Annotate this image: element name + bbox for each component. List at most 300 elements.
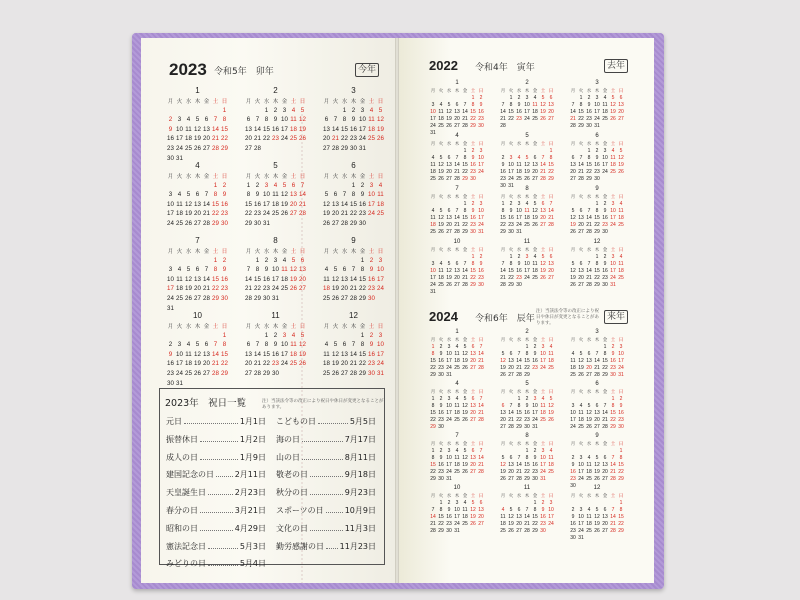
- week-row: [569, 500, 625, 506]
- day-cell: 21: [508, 417, 514, 423]
- day-cell: 9: [471, 208, 475, 214]
- day-cell: 8: [549, 155, 553, 161]
- day-cell: 23: [167, 145, 174, 152]
- weekday-label: 木: [594, 194, 600, 199]
- day-cell: 15: [594, 268, 600, 274]
- holiday-list-box: [159, 388, 385, 569]
- day-cell: 26: [540, 116, 546, 122]
- day-cell: 4: [439, 102, 443, 108]
- day-cell: 9: [360, 191, 365, 199]
- day-cell: [193, 332, 202, 339]
- day-cell: 12: [508, 514, 514, 520]
- day-cell: 15: [602, 358, 608, 364]
- day-cell: 17: [377, 275, 384, 283]
- week-row: [499, 462, 555, 468]
- week-row: [499, 507, 555, 513]
- day-cell: 25: [500, 528, 506, 534]
- week-row: [166, 295, 229, 302]
- day-cell: 28: [570, 123, 576, 129]
- day-cell: 3: [541, 344, 545, 350]
- weekday-label: 火: [438, 88, 444, 93]
- day-cell: 9: [603, 208, 607, 214]
- day-cell: 11: [454, 455, 460, 461]
- day-cell: 28: [462, 282, 468, 288]
- day-cell: 8: [579, 102, 583, 108]
- dotted-leader: [310, 524, 343, 531]
- day-cell: 2: [351, 106, 356, 114]
- holiday-date: 10月9日: [344, 506, 376, 515]
- week-row: [244, 210, 307, 217]
- day-cell: 5: [439, 155, 443, 161]
- day-cell: 19: [446, 275, 452, 281]
- weekday-label: 日: [299, 324, 306, 330]
- weekday-label: 木: [194, 324, 201, 330]
- day-cell: 30: [516, 282, 522, 288]
- day-cell: [601, 123, 609, 129]
- day-cell: 20: [586, 365, 592, 371]
- day-cell: 14: [350, 275, 357, 283]
- day-cell: 27: [470, 417, 476, 423]
- day-cell: 16: [516, 268, 522, 274]
- day-cell: [477, 289, 485, 295]
- day-cell: 15: [341, 125, 348, 133]
- day-cell: 8: [509, 102, 513, 108]
- day-cell: 20: [594, 417, 600, 423]
- weekday-label: 土: [610, 337, 616, 342]
- day-cell: 18: [430, 222, 436, 228]
- day-cell: 23: [618, 417, 624, 423]
- weekday-label: 日: [478, 194, 484, 199]
- day-cell: [547, 282, 555, 288]
- day-cell: 13: [578, 268, 584, 274]
- day-cell: 2: [571, 455, 575, 461]
- day-cell: [539, 229, 547, 235]
- weekday-label: 月: [500, 337, 506, 342]
- week-row: [166, 220, 229, 227]
- day-cell: [298, 145, 307, 152]
- weekday-label: 木: [272, 324, 279, 330]
- day-cell: 14: [254, 350, 261, 358]
- day-cell: 10: [508, 162, 514, 168]
- day-cell: 5: [549, 396, 553, 402]
- week-row: [244, 285, 307, 292]
- week-row: [429, 254, 485, 260]
- day-cell: 8: [213, 191, 218, 199]
- day-cell: 15: [508, 109, 514, 115]
- day-cell: 18: [618, 268, 624, 274]
- week-row: [166, 285, 229, 292]
- weekday-header: [499, 141, 555, 147]
- holiday-date: 9月23日: [344, 488, 376, 498]
- weekday-label: 木: [524, 247, 530, 252]
- day-cell: 12: [299, 341, 306, 349]
- day-cell: [601, 500, 609, 506]
- day-cell: [477, 372, 485, 378]
- weekday-label: 金: [532, 247, 538, 252]
- dotted-leader: [302, 453, 343, 460]
- day-cell: 21: [332, 135, 339, 143]
- day-cell: 10: [446, 455, 452, 461]
- day-cell: 3: [455, 500, 459, 506]
- day-cell: [331, 182, 340, 189]
- day-cell: [367, 145, 376, 152]
- day-cell: 28: [454, 229, 460, 235]
- day-cell: 23: [470, 169, 476, 175]
- month-number: 12: [593, 485, 601, 491]
- day-cell: 13: [446, 215, 452, 221]
- weekday-header: [244, 322, 307, 330]
- dotted-leader: [200, 524, 233, 531]
- day-cell: 15: [212, 200, 219, 208]
- day-cell: [437, 289, 445, 295]
- day-cell: 22: [359, 360, 366, 368]
- day-cell: 20: [341, 360, 348, 368]
- holiday-list-title: 2023年 祝日一覧: [165, 398, 247, 409]
- day-cell: 20: [470, 410, 476, 416]
- day-cell: 8: [619, 507, 623, 513]
- weekday-label: 火: [254, 249, 261, 255]
- weekday-label: 金: [602, 441, 608, 446]
- day-cell: [280, 370, 289, 377]
- day-cell: [523, 148, 531, 154]
- holiday-item: [276, 453, 376, 463]
- week-row: [166, 116, 229, 123]
- day-cell: 14: [478, 403, 484, 409]
- day-cell: 1: [501, 201, 505, 207]
- day-cell: 10: [377, 341, 384, 349]
- day-cell: 3: [619, 344, 623, 350]
- day-cell: 28: [540, 176, 546, 182]
- day-cell: 10: [167, 200, 174, 208]
- day-cell: 13: [578, 215, 584, 221]
- day-cell: [202, 332, 211, 339]
- day-cell: 23: [272, 360, 279, 368]
- day-cell: 3: [517, 201, 521, 207]
- weekday-label: 金: [602, 194, 608, 199]
- day-cell: 26: [194, 145, 201, 152]
- day-cell: 17: [359, 125, 366, 133]
- day-cell: 5: [463, 396, 467, 402]
- day-cell: 19: [185, 285, 192, 293]
- weekday-label: 水: [446, 88, 452, 93]
- weekday-label: 日: [618, 441, 624, 446]
- day-cell: 5: [571, 261, 575, 267]
- day-cell: 15: [430, 462, 436, 468]
- day-cell: 15: [470, 268, 476, 274]
- day-cell: 10: [548, 507, 554, 513]
- day-cell: 16: [221, 200, 228, 208]
- day-cell: 21: [570, 116, 576, 122]
- day-cell: 5: [571, 208, 575, 214]
- dotted-leader: [208, 559, 238, 566]
- day-cell: 17: [594, 109, 600, 115]
- weekday-label: 水: [516, 247, 522, 252]
- day-cell: 7: [455, 208, 459, 214]
- day-cell: 19: [578, 365, 584, 371]
- day-cell: 14: [254, 125, 261, 133]
- week-row: [322, 210, 385, 217]
- day-cell: 30: [540, 528, 546, 534]
- day-cell: 11: [532, 102, 538, 108]
- day-cell: 25: [430, 176, 436, 182]
- weekday-header: [429, 493, 485, 499]
- day-cell: [298, 295, 307, 302]
- day-cell: 31: [263, 220, 270, 227]
- day-cell: 14: [578, 162, 584, 168]
- day-cell: 1: [471, 95, 475, 101]
- day-cell: 31: [176, 154, 183, 162]
- day-cell: 19: [323, 210, 330, 218]
- weekday-label: 日: [377, 174, 384, 180]
- day-cell: 22: [516, 417, 522, 423]
- day-cell: 25: [185, 370, 192, 377]
- day-cell: 23: [516, 275, 522, 281]
- week-row: [429, 528, 485, 534]
- weekday-label: 木: [350, 174, 357, 180]
- weekday-label: 土: [470, 88, 476, 93]
- day-cell: [193, 182, 202, 189]
- day-cell: [175, 182, 184, 189]
- day-cell: 13: [454, 109, 460, 115]
- day-cell: 1: [463, 148, 467, 154]
- day-cell: 13: [454, 268, 460, 274]
- day-cell: 27: [532, 176, 538, 182]
- weekday-header: [166, 322, 229, 330]
- day-cell: 1: [517, 396, 521, 402]
- month-number: 2: [525, 329, 529, 335]
- day-cell: 25: [430, 229, 436, 235]
- weekday-label: 土: [610, 141, 616, 146]
- day-cell: [515, 344, 523, 350]
- weekday-label: 日: [618, 194, 624, 199]
- day-cell: [531, 372, 539, 378]
- day-cell: 18: [454, 358, 460, 364]
- day-cell: 6: [603, 455, 607, 461]
- weekday-header: [429, 441, 485, 447]
- day-cell: 12: [438, 215, 444, 221]
- week-row: [429, 282, 485, 288]
- day-cell: 26: [594, 476, 600, 482]
- weekday-label: 金: [532, 389, 538, 394]
- week-row: [499, 169, 555, 175]
- weekday-label: 金: [462, 247, 468, 252]
- day-cell: 25: [454, 469, 460, 475]
- weekday-label: 日: [548, 441, 554, 446]
- day-cell: 24: [578, 476, 584, 482]
- week-row: [322, 285, 385, 292]
- weekday-label: 月: [245, 99, 252, 105]
- day-cell: 6: [204, 341, 209, 349]
- day-cell: 9: [273, 341, 278, 349]
- weekday-label: 日: [377, 99, 384, 105]
- day-cell: 31: [516, 229, 522, 235]
- day-cell: 18: [368, 125, 375, 133]
- day-cell: 18: [323, 360, 330, 368]
- day-cell: 3: [378, 331, 383, 339]
- week-row: [499, 123, 555, 129]
- week-row: [429, 424, 485, 430]
- day-cell: 12: [500, 358, 506, 364]
- day-cell: 10: [610, 261, 616, 267]
- week-row: [166, 341, 229, 348]
- day-cell: 16: [438, 410, 444, 416]
- day-cell: 30: [438, 372, 444, 378]
- day-cell: 26: [462, 469, 468, 475]
- day-cell: 20: [578, 275, 584, 281]
- day-cell: 13: [470, 403, 476, 409]
- weekday-label: 金: [602, 247, 608, 252]
- day-cell: 1: [463, 201, 467, 207]
- weekday-label: 日: [478, 441, 484, 446]
- day-cell: 17: [610, 215, 616, 221]
- weekday-label: 土: [368, 324, 375, 330]
- weekday-header: [166, 97, 229, 105]
- week-row: [244, 107, 307, 114]
- day-cell: 1: [611, 396, 615, 402]
- day-cell: 24: [176, 145, 183, 152]
- day-cell: 3: [431, 261, 435, 267]
- day-cell: 23: [540, 521, 546, 527]
- day-cell: 2: [603, 201, 607, 207]
- day-cell: 11: [176, 200, 183, 208]
- week-row: [429, 403, 485, 409]
- day-cell: 23: [359, 210, 366, 218]
- weekday-label: 月: [167, 249, 174, 255]
- day-cell: 8: [463, 155, 467, 161]
- day-cell: 17: [446, 358, 452, 364]
- weekday-label: 火: [438, 247, 444, 252]
- week-row: [166, 135, 229, 142]
- day-cell: 26: [185, 295, 192, 302]
- day-cell: 2: [587, 95, 591, 101]
- weekday-label: 月: [430, 247, 436, 252]
- day-cell: 26: [594, 528, 600, 534]
- day-cell: [322, 257, 331, 264]
- weekday-label: 火: [508, 88, 514, 93]
- day-cell: 12: [299, 116, 306, 124]
- weekday-label: 水: [446, 337, 452, 342]
- day-cell: 24: [176, 370, 183, 377]
- holiday-name: みどりの日: [166, 559, 206, 569]
- day-cell: 21: [212, 360, 219, 368]
- day-cell: 9: [587, 102, 591, 108]
- day-cell: 3: [177, 116, 182, 124]
- weekday-label: 水: [446, 141, 452, 146]
- weekday-label: 木: [454, 441, 460, 446]
- week-row: [499, 344, 555, 350]
- week-row: [569, 261, 625, 267]
- day-cell: 4: [463, 500, 467, 506]
- day-cell: [166, 107, 175, 114]
- weekday-label: 水: [516, 441, 522, 446]
- week-row: [499, 410, 555, 416]
- day-cell: 7: [255, 116, 260, 124]
- day-cell: 13: [508, 462, 514, 468]
- day-cell: 26: [438, 229, 444, 235]
- week-row: [322, 295, 385, 302]
- day-cell: 1: [431, 344, 435, 350]
- day-cell: 11: [438, 268, 444, 274]
- weekday-label: 日: [548, 337, 554, 342]
- day-cell: [609, 123, 617, 129]
- day-cell: 2: [168, 341, 173, 349]
- day-cell: 10: [281, 116, 288, 124]
- day-cell: 3: [509, 155, 513, 161]
- day-cell: [609, 229, 617, 235]
- weekday-label: 水: [446, 194, 452, 199]
- day-cell: 9: [619, 403, 623, 409]
- day-cell: 28: [462, 123, 468, 129]
- day-cell: [211, 107, 220, 114]
- weekday-label: 金: [532, 441, 538, 446]
- day-cell: 28: [610, 528, 616, 534]
- day-cell: 5: [333, 266, 338, 274]
- day-cell: 20: [245, 360, 252, 368]
- weekday-label: 土: [212, 324, 219, 330]
- holiday-name: 勤労感謝の日: [276, 541, 324, 551]
- day-cell: 5: [541, 254, 545, 260]
- day-cell: 17: [610, 268, 616, 274]
- day-cell: [211, 380, 220, 387]
- day-cell: 12: [185, 275, 192, 283]
- day-cell: [515, 123, 523, 129]
- weekday-label: 火: [176, 324, 183, 330]
- week-row: [499, 372, 555, 378]
- day-cell: [202, 257, 211, 264]
- day-cell: 5: [300, 106, 305, 114]
- day-cell: 30: [532, 476, 538, 482]
- weekday-label: 日: [478, 337, 484, 342]
- year-2024-tag: 来年: [604, 310, 628, 324]
- day-cell: 19: [446, 116, 452, 122]
- month-number: 1: [455, 329, 459, 335]
- day-cell: 15: [430, 358, 436, 364]
- week-row: [244, 295, 307, 302]
- day-cell: 20: [470, 462, 476, 468]
- day-cell: 8: [525, 455, 529, 461]
- weekday-label: 月: [500, 247, 506, 252]
- day-cell: 22: [602, 365, 608, 371]
- day-cell: 4: [579, 403, 583, 409]
- day-cell: [322, 107, 331, 114]
- day-cell: 20: [508, 365, 514, 371]
- day-cell: 15: [470, 109, 476, 115]
- day-cell: 12: [446, 268, 452, 274]
- month-number: 7: [195, 236, 200, 245]
- day-cell: [585, 254, 593, 260]
- day-cell: 24: [570, 424, 576, 430]
- week-row: [322, 201, 385, 208]
- day-cell: 19: [194, 135, 201, 143]
- day-cell: 25: [532, 116, 538, 122]
- weekday-label: 火: [438, 493, 444, 498]
- day-cell: 29: [359, 370, 366, 377]
- day-cell: [202, 182, 211, 189]
- day-cell: [499, 95, 507, 101]
- day-cell: [376, 145, 385, 152]
- day-cell: 4: [619, 201, 623, 207]
- day-cell: 10: [377, 266, 384, 274]
- weekday-label: 土: [540, 141, 546, 146]
- weekday-label: 土: [610, 441, 616, 446]
- day-cell: 19: [532, 215, 538, 221]
- day-cell: 23: [532, 365, 538, 371]
- day-cell: 29: [263, 370, 270, 377]
- day-cell: [539, 148, 547, 154]
- day-cell: 13: [594, 410, 600, 416]
- day-cell: 28: [602, 424, 608, 430]
- day-cell: [453, 289, 461, 295]
